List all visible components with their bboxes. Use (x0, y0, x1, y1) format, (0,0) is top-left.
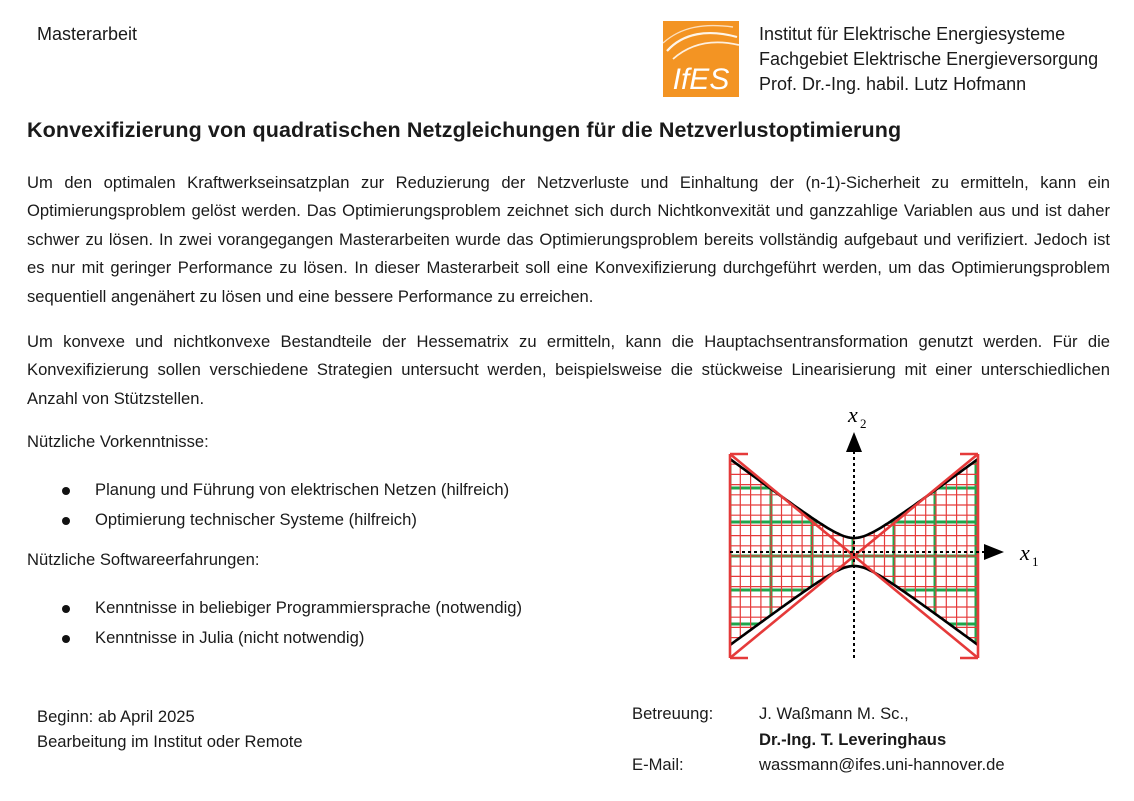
x1-subscript: 1 (1032, 554, 1039, 569)
supervision-label: Betreuung: (632, 704, 714, 723)
method-paragraph: Um konvexe und nichtkonvexe Bestandteile der Hessematrix zu ermitteln, kann die Hauptachsentransformation genutzt werden. Für die Konvexifizierung sollen verschiedene Strategien untersucht werden, beispielsweise die stückweise Linearisierung mit einer unterschiedlichen Anzahl von Stützstellen. (27, 332, 1110, 408)
supervisor-2: Dr.-Ing. T. Leveringhaus (759, 730, 947, 749)
ifes-logo (663, 21, 739, 97)
start-date: Beginn: ab April 2025 (37, 707, 195, 726)
professor-name: Prof. Dr.-Ing. habil. Lutz Hofmann (759, 74, 1027, 94)
institute-name: Institut für Elektrische Energiesysteme (759, 24, 1066, 44)
work-location: Bearbeitung im Institut oder Remote (37, 732, 303, 751)
x2-subscript: 2 (860, 416, 867, 431)
x2-label: x (848, 402, 858, 427)
x1-label: x (1020, 540, 1030, 565)
software-heading: Nützliche Softwareerfahrungen: (27, 550, 260, 569)
logo-text: IfES (672, 63, 730, 96)
list-item-text: Kenntnisse in Julia (nicht notwendig) (95, 627, 365, 647)
bullet-icon (62, 605, 70, 613)
knowledge-heading: Nützliche Vorkenntnisse: (27, 432, 209, 451)
email-link[interactable]: wassmann@ifes.uni-hannover.de (759, 755, 1005, 774)
intro-paragraph: Um den optimalen Kraftwerkseinsatzplan zur Reduzierung der Netzverluste und Einhaltung der (n-1)-Sicherheit zu ermitteln, kann ein Optimierungsproblem gelöst werden. Das Optimierungsproblem zeichnet sich durch Nichtkonvexität und ganzzahlige Variablen aus und ist daher schwer zu lösen. In zwei vorangegangen Masterarbeiten wurde das Optimierungsproblem bereits vollständig aufgebaut und verifiziert. Jedoch ist es nur mit geringer Performance zu lösen. In dieser Masterarbeit soll eine Konvexifizierung durchgeführt werden, um das Optimierungsproblem sequentiell angenähert zu lösen und eine bessere Performance zu erreichen. (27, 173, 1110, 306)
email-label: E-Mail: (632, 755, 684, 774)
x1-arrow-icon (984, 544, 1004, 560)
list-item-text: Optimierung technischer Systeme (hilfreich) (95, 509, 417, 529)
bullet-icon (62, 635, 70, 643)
bullet-icon (62, 487, 70, 495)
supervisor-1: J. Waßmann M. Sc., (759, 704, 909, 723)
x2-arrow-icon (846, 432, 862, 452)
document-type: Masterarbeit (37, 24, 138, 44)
list-item (60, 505, 509, 535)
software-list (60, 593, 522, 652)
thesis-title: Konvexifizierung von quadratischen Netzgleichungen für die Netzverlustoptimierung (27, 118, 902, 142)
linearization-figure (716, 400, 1046, 670)
knowledge-list (60, 475, 509, 534)
footer-info (37, 704, 303, 754)
list-item (60, 593, 522, 623)
list-item (60, 623, 522, 653)
list-item (60, 475, 509, 505)
bullet-icon (62, 517, 70, 525)
institute-block (759, 22, 1098, 97)
department-name: Fachgebiet Elektrische Energieversorgung (759, 49, 1099, 69)
list-item-text: Planung und Führung von elektrischen Netzen (hilfreich) (95, 480, 510, 499)
list-item-text: Kenntnisse in beliebiger Programmiersprache (notwendig) (95, 598, 523, 617)
